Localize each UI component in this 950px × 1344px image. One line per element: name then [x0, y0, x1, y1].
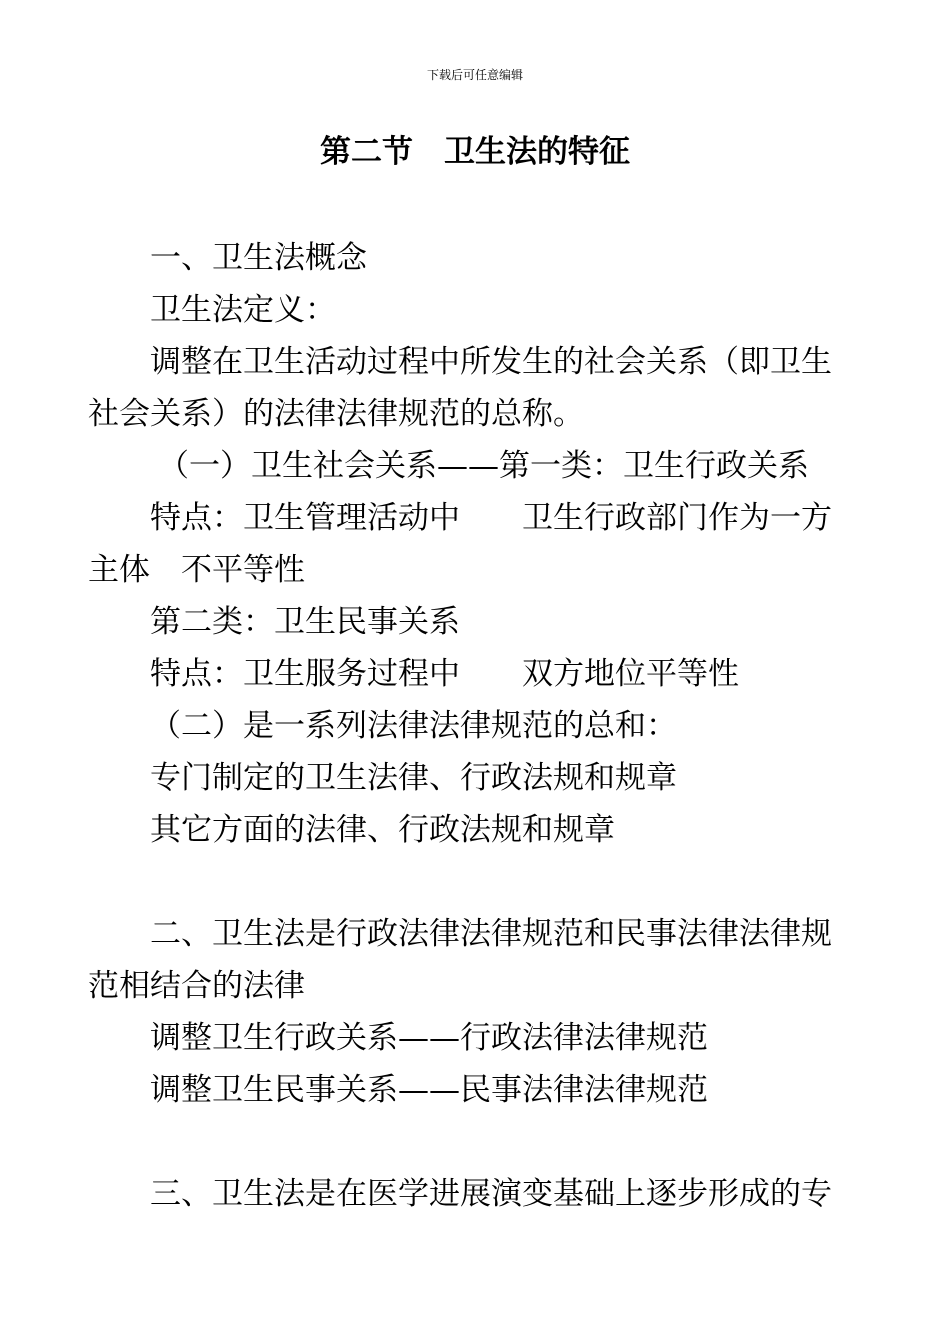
paragraph: 其它方面的法律、行政法规和规章	[150, 812, 615, 848]
paragraph: 卫生法定义：	[150, 292, 336, 328]
blank-line	[88, 856, 858, 908]
paragraph: （一）卫生社会关系——第一类：卫生行政关系	[158, 448, 809, 484]
header-note: 下载后可任意编辑	[426, 68, 523, 82]
paragraph: 第二类：卫生民事关系	[150, 604, 460, 640]
section-heading-3: 三、卫生法是在医学进展演变基础上逐步形成的专	[150, 1176, 832, 1212]
paragraph: 调整卫生民事关系——民事法律法律规范	[150, 1072, 708, 1108]
paragraph: 调整在卫生活动过程中所发生的社会关系（即卫生社会关系）的法律法律规范的总称。	[88, 344, 832, 432]
paragraph: 特点：卫生管理活动中 卫生行政部门作为一方主体 不平等性	[88, 500, 832, 588]
section-heading-2: 二、卫生法是行政法律法律规范和民事法律法律规范相结合的法律	[88, 916, 832, 1004]
paragraph: 调整卫生行政关系——行政法律法律规范	[150, 1020, 708, 1056]
paragraph: （二）是一系列法律法律规范的总和：	[150, 708, 677, 744]
section-heading-1: 一、卫生法概念	[150, 240, 367, 276]
document-body	[88, 232, 858, 1220]
paragraph: 特点：卫生服务过程中 双方地位平等性	[150, 656, 739, 692]
blank-line	[88, 1116, 858, 1168]
page-title: 第二节 卫生法的特征	[320, 134, 630, 170]
paragraph: 专门制定的卫生法律、行政法规和规章	[150, 760, 677, 796]
